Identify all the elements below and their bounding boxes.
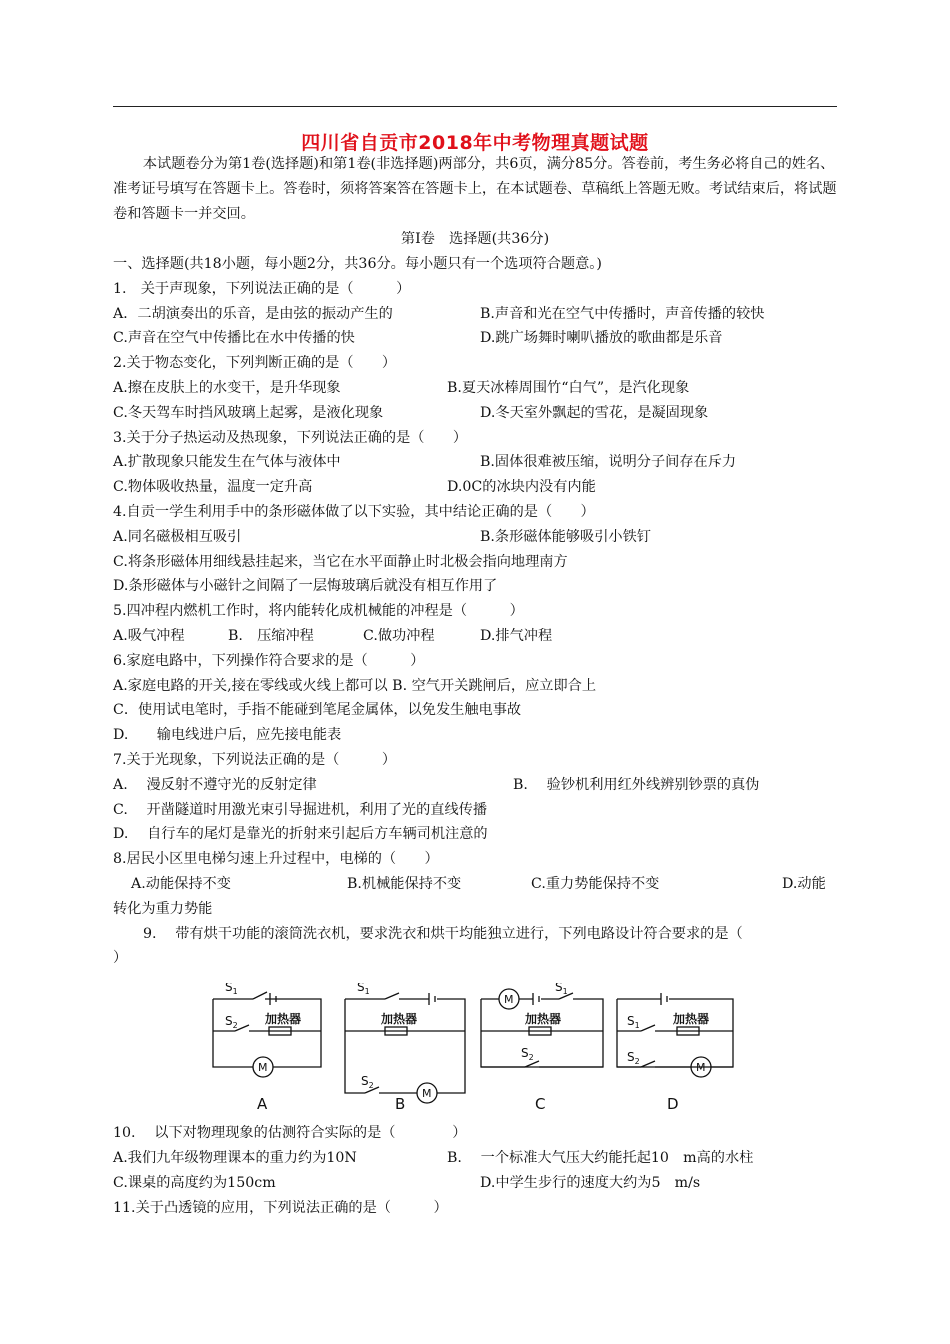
- circuit-label-d: D: [667, 1095, 679, 1114]
- switch-s1-label: $S_1$: [225, 983, 238, 997]
- page-title: 四川省自贡市2018年中考物理真题试题: [301, 132, 649, 154]
- question-7-options-ab: [113, 773, 837, 798]
- question-1-options-cd: [113, 326, 837, 351]
- heater-label: 加热器: [525, 1012, 562, 1027]
- question-6-options-ab: A.家庭电路的开关,接在零线或火线上都可以 B. 空气开关跳闸后，应立即合上: [113, 677, 597, 694]
- question-3-stem: 3.关于分子热运动及热现象，下列说法正确的是（ ）: [113, 429, 468, 446]
- option-b: B.固体很难被压缩，说明分子间存在斥力: [480, 454, 737, 471]
- option-c: C.重力势能保持不变: [531, 875, 660, 892]
- option-b: B. 验钞机利用红外线辨别钞票的真伪: [513, 776, 760, 793]
- question-6-stem: 6.家庭电路中，下列操作符合要求的是（ ）: [113, 652, 425, 669]
- switch-s1-label: $S_1$: [357, 983, 370, 997]
- part-heading: 一、选择题(共18小题，每小题2分，共36分。每小题只有一个选项符合题意。): [113, 256, 602, 272]
- question-2-stem: 2.关于物态变化，下列判断正确的是（ ）: [113, 355, 397, 372]
- section-header: 第Ⅰ卷 选择题(共36分): [400, 231, 550, 247]
- circuit-figure: [205, 983, 745, 1113]
- heater-label: 加热器: [265, 1012, 302, 1027]
- question-3-options-ab: [113, 450, 837, 475]
- option-b: B.声音和光在空气中传播时，声音传播的较快: [480, 305, 765, 322]
- question-7-stem: 7.关于光现象，下列说法正确的是（ ）: [113, 751, 397, 768]
- question-7-option-d: D. 自行车的尾灯是靠光的折射来引起后方车辆司机注意的: [113, 826, 488, 843]
- option-c: C.声音在空气中传播比在水中传播的快: [113, 330, 355, 347]
- option-b: B.机械能保持不变: [347, 875, 462, 892]
- option-a: A.擦在皮肤上的水变干，是升华现象: [113, 379, 341, 396]
- question-6-option-d: D. 输电线进户后，应先接电能表: [113, 727, 342, 744]
- option-b: B.条形磁体能够吸引小铁钉: [480, 528, 651, 545]
- switch-s1-label: $S_1$: [555, 983, 568, 997]
- question-10-options-cd: [113, 1171, 837, 1196]
- question-7-option-c: C. 开凿隧道时用激光束引导掘进机，利用了光的直线传播: [113, 801, 488, 818]
- circuit-diagrams: [113, 971, 837, 1121]
- question-8-option-d-continued: 转化为重力势能: [113, 900, 213, 917]
- question-4-stem: 4.自贡一学生利用手中的条形磁体做了以下实验，其中结论正确的是（ ）: [113, 503, 595, 520]
- switch-s2-label: $S_2$: [361, 1074, 374, 1091]
- motor-label: M: [422, 1087, 432, 1101]
- question-8-options: [113, 872, 837, 897]
- question-2-options-ab: [113, 376, 837, 401]
- exam-body: [113, 152, 837, 1220]
- question-9-stem: 9. 带有烘干功能的滚筒洗衣机，要求洗衣和烘干均能独立进行，下列电路设计符合要求的是（: [143, 925, 743, 942]
- option-c: C.冬天驾车时挡风玻璃上起雾，是液化现象: [113, 404, 384, 421]
- option-b: B.夏天冰棒周围竹“白气”，是汽化现象: [447, 379, 690, 396]
- circuit-label-b: B: [395, 1095, 406, 1114]
- switch-s2-label: $S_2$: [627, 1050, 640, 1067]
- switch-s1-label: $S_1$: [627, 1014, 640, 1031]
- question-5-options: [113, 624, 837, 649]
- question-9-stem-continued: ）: [113, 950, 128, 967]
- circuit-label-c: C: [535, 1095, 546, 1114]
- question-11-stem: 11.关于凸透镜的应用，下列说法正确的是（ ）: [113, 1199, 448, 1216]
- option-d: D.排气冲程: [480, 627, 553, 644]
- intro-paragraph: 本试题卷分为第1卷(选择题)和第1卷(非选择题)两部分，共6页，满分85分。答卷前，考生务必将自己的姓名、准考证号填写在答题卡上。答卷时，须将答案答在答题卡上，在本试题卷、草稿纸上答题无败。考试结束后，将试题卷和答题卡一并交回。: [113, 156, 837, 222]
- question-4-options-ab: [113, 525, 837, 550]
- option-d: D.跳广场舞时喇叭播放的歌曲都是乐音: [480, 330, 723, 347]
- question-1-options-ab: [113, 302, 837, 327]
- question-5-stem: 5.四冲程内燃机工作时，将内能转化成机械能的冲程是（ ）: [113, 603, 524, 620]
- option-a: A.同名磁极相互吸引: [113, 528, 242, 545]
- option-c: C.课桌的高度约为150cm: [113, 1174, 276, 1191]
- header-rule: [113, 106, 837, 107]
- question-4-option-d: D.条形磁体与小磁针之间隔了一层悔玻璃后就没有相互作用了: [113, 578, 498, 595]
- option-d: D.中学生步行的速度大约为5 m/s: [480, 1174, 701, 1191]
- question-2-options-cd: [113, 401, 837, 426]
- option-b: B. 压缩冲程: [228, 627, 314, 644]
- question-1-stem: 1. 关于声现象，下列说法正确的是（ ）: [113, 280, 411, 297]
- switch-s2-label: $S_2$: [225, 1014, 238, 1031]
- switch-s2-label: $S_2$: [521, 1046, 534, 1063]
- heater-label: 加热器: [673, 1012, 710, 1027]
- motor-label: M: [696, 1061, 706, 1075]
- question-10-options-ab: [113, 1146, 837, 1171]
- question-6-option-c: C．使用试电笔时，手指不能碰到笔尾金属体，以免发生触电事故: [113, 702, 522, 719]
- heater-label: 加热器: [381, 1012, 418, 1027]
- option-d: D.动能: [782, 875, 826, 892]
- option-a: A.吸气冲程: [113, 627, 185, 644]
- option-c: C.物体吸收热量，温度一定升高: [113, 479, 313, 496]
- option-c: C.做功冲程: [363, 627, 435, 644]
- option-d: D.冬天室外飘起的雪花，是凝固现象: [480, 404, 709, 421]
- question-8-stem: 8.居民小区里电梯匀速上升过程中，电梯的（ ）: [113, 851, 439, 868]
- option-a: A．二胡演奏出的乐音，是由弦的振动产生的: [113, 305, 393, 322]
- motor-label: M: [504, 993, 514, 1007]
- option-d: D.0C的冰块内没有内能: [447, 479, 596, 496]
- motor-label: M: [258, 1061, 268, 1075]
- option-a: A. 漫反射不遵守光的反射定律: [113, 776, 317, 793]
- question-10-stem: 10. 以下对物理现象的估测符合实际的是（ ）: [113, 1125, 467, 1142]
- question-4-option-c: C.将条形磁体用细线悬挂起来，当它在水平面静止时北极会指向地理南方: [113, 553, 568, 570]
- circuit-label-a: A: [257, 1095, 268, 1114]
- question-3-options-cd: [113, 475, 837, 500]
- option-a: A.我们九年级物理课本的重力约为10N: [113, 1149, 357, 1166]
- option-b: B. 一个标准大气压大约能托起10 m高的水柱: [447, 1149, 754, 1166]
- option-a: A.动能保持不变: [131, 875, 231, 892]
- option-a: A.扩散现象只能发生在气体与液体中: [113, 454, 341, 471]
